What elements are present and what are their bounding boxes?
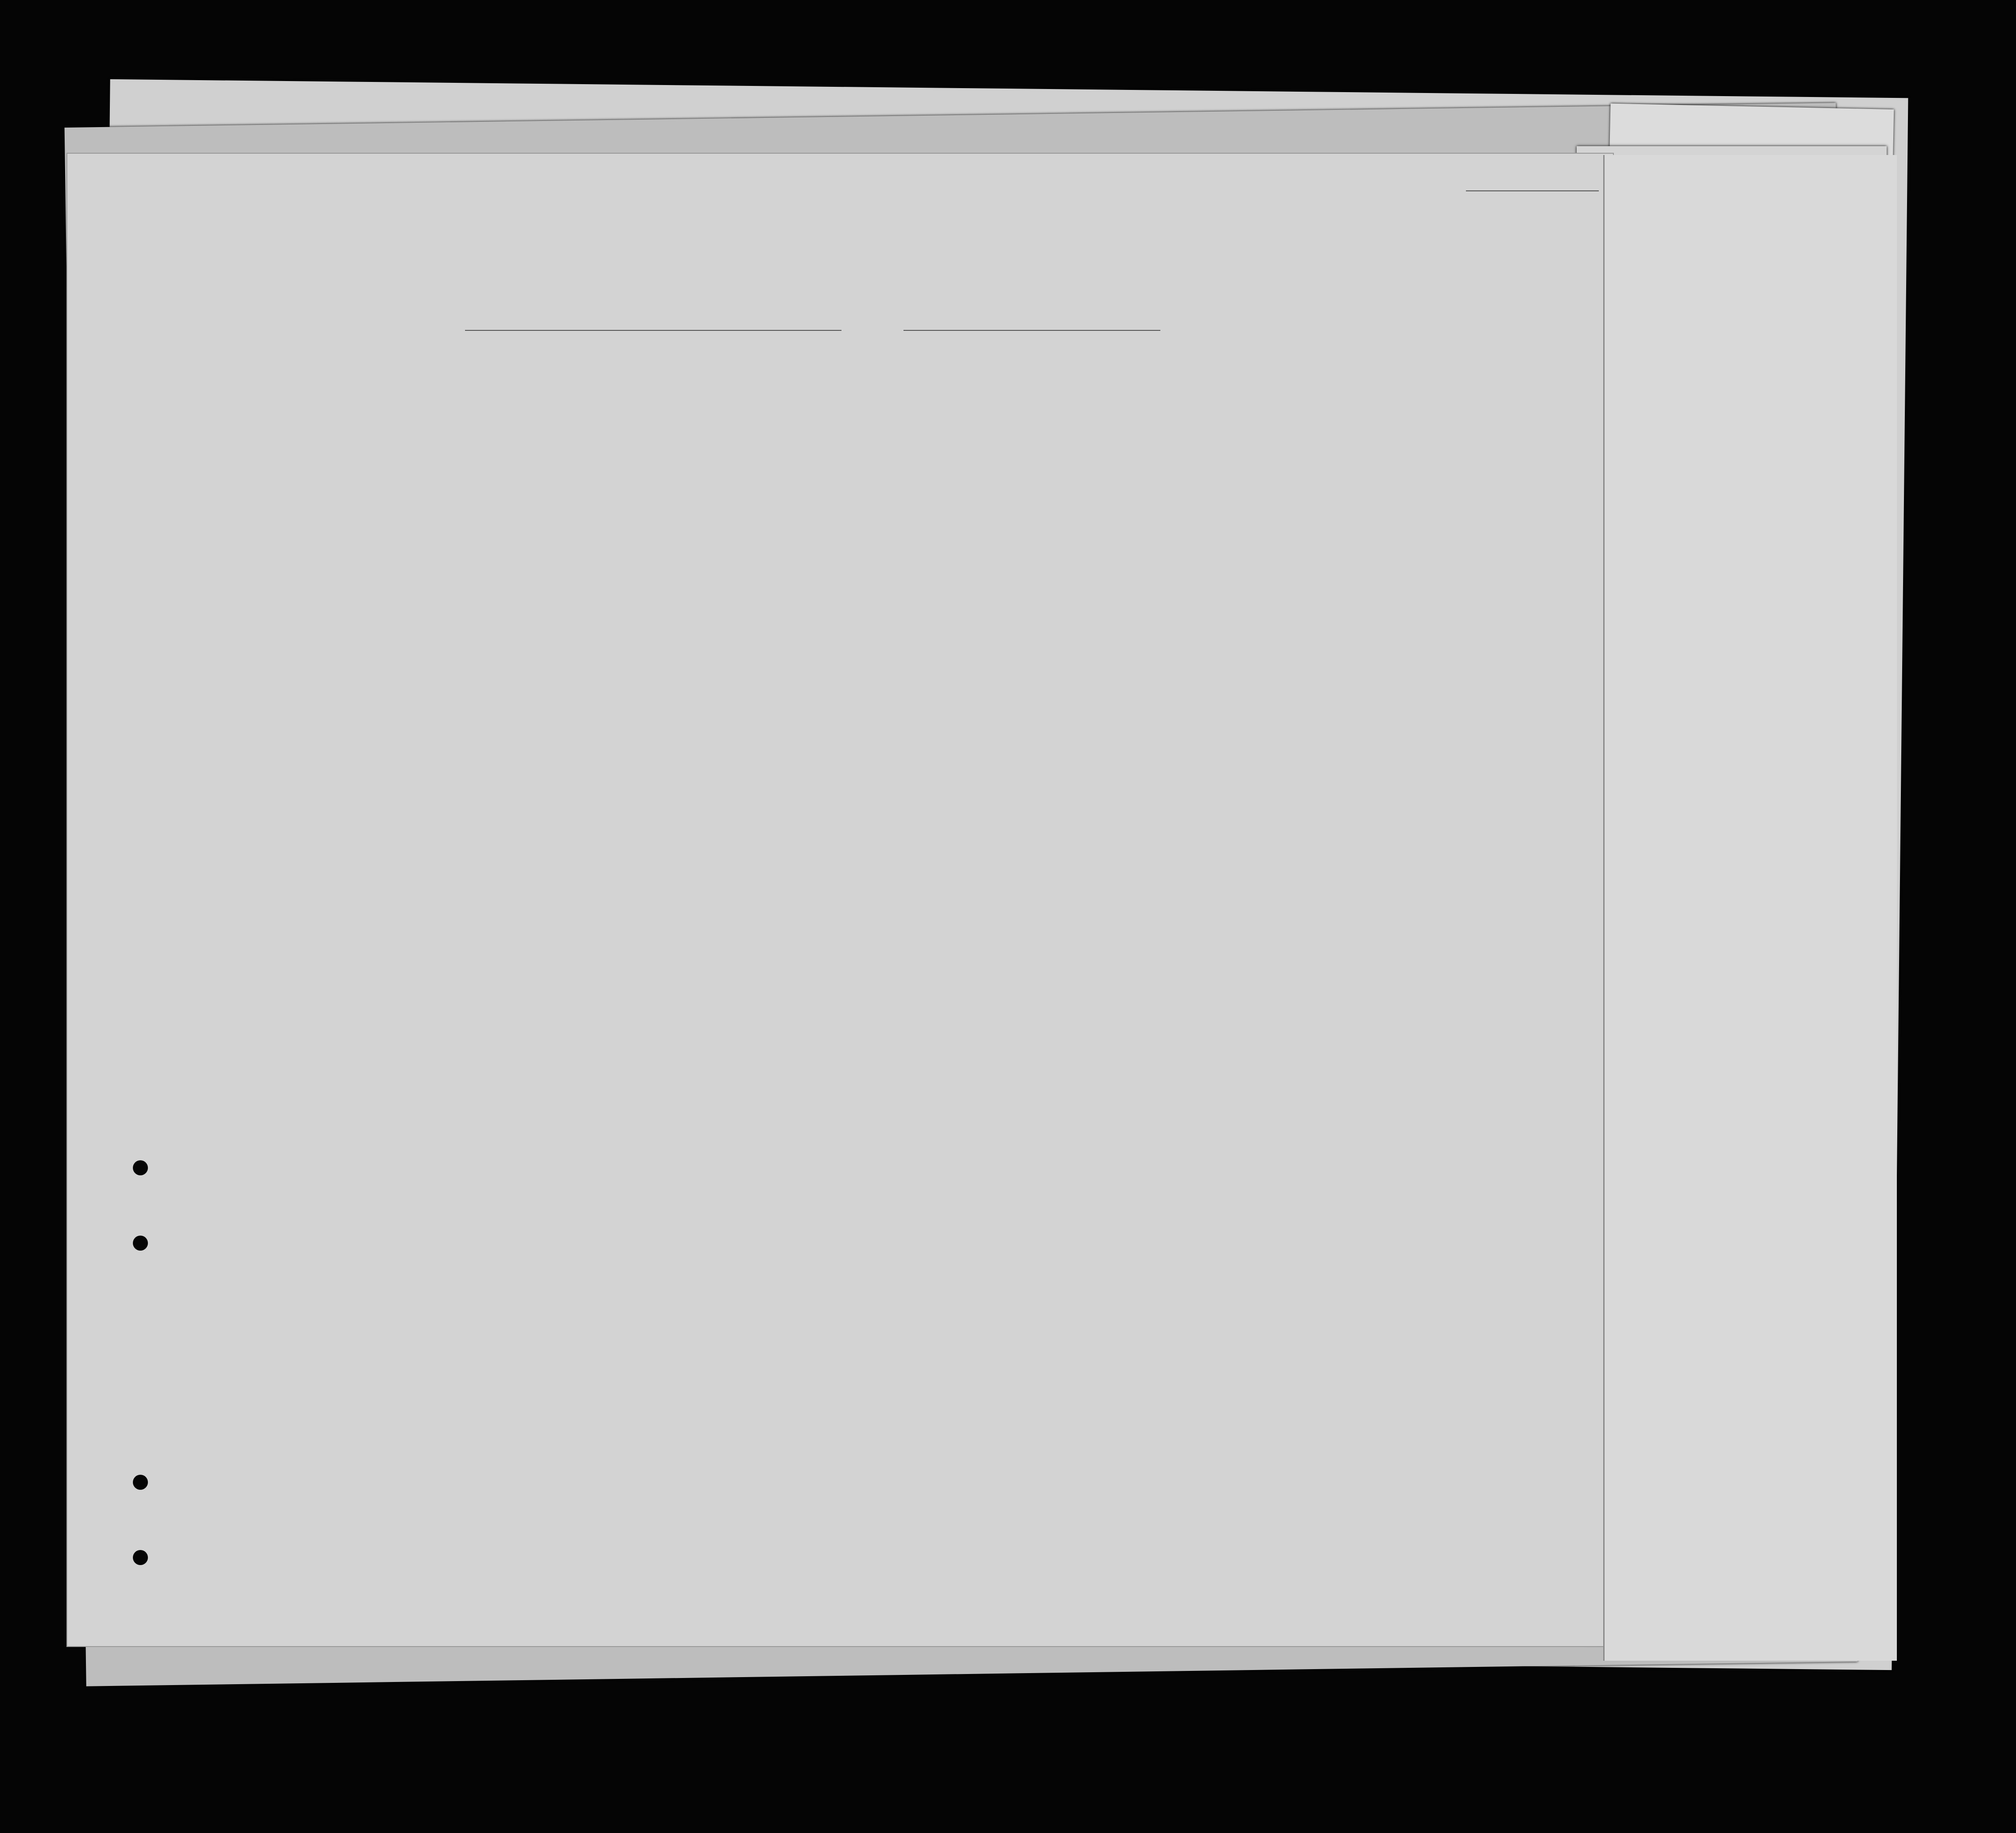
manifest-sheet [66, 153, 1614, 1647]
binder-hole [133, 1236, 148, 1251]
visa-sheet [1603, 155, 1897, 1661]
port-underline [465, 330, 841, 331]
binder-hole [133, 1475, 148, 1490]
list-underline [1466, 190, 1599, 191]
binder-hole [133, 1550, 148, 1565]
date-underline [903, 330, 1160, 331]
binder-hole [133, 1160, 148, 1175]
